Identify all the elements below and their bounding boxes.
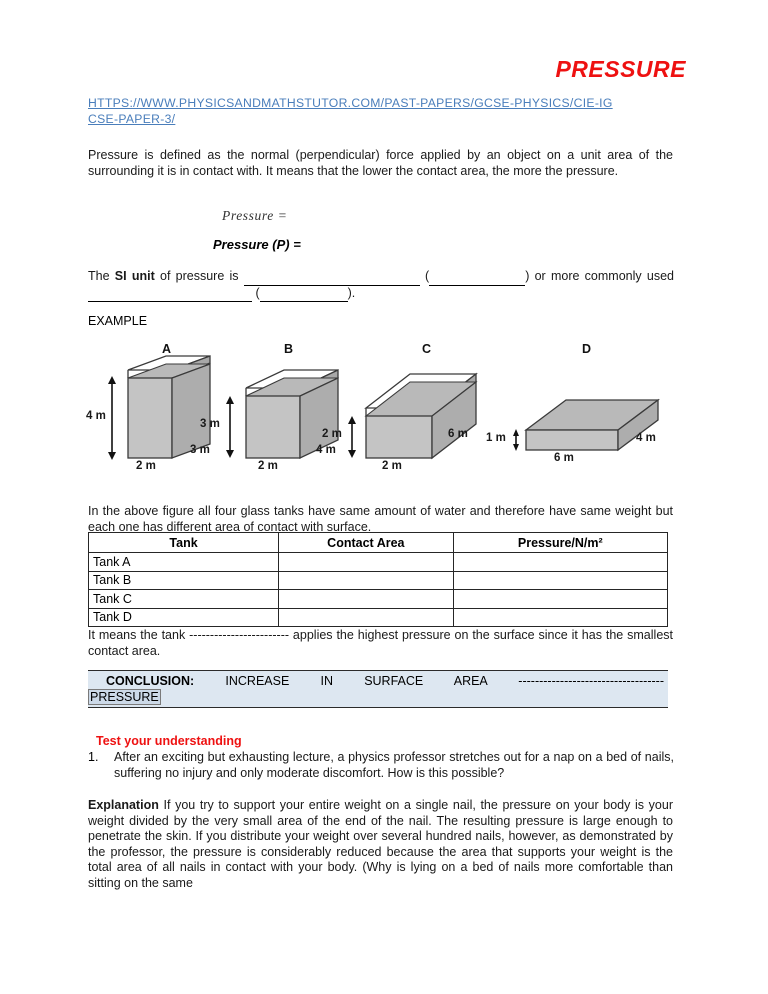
conclusion-box bbox=[88, 670, 668, 708]
table-row bbox=[89, 571, 668, 590]
cell-pressure[interactable] bbox=[453, 590, 667, 609]
source-url-link[interactable]: HTTPS://WWW.PHYSICSANDMATHSTUTOR.COM/PAST-PAPERS/GCSE-PHYSICS/CIE-IGCSE-PAPER-3/ bbox=[88, 96, 613, 126]
tank-letter-a: A bbox=[162, 342, 172, 356]
cell-tank-name: Tank D bbox=[89, 608, 279, 627]
cell-contact-area[interactable] bbox=[279, 553, 454, 572]
tank-c-shape bbox=[348, 374, 476, 458]
tank-d-width-label: 6 m bbox=[554, 452, 574, 464]
si-mid2: ( bbox=[419, 269, 430, 283]
explanation-paragraph bbox=[88, 798, 673, 891]
tank-b-depth-label: 4 m bbox=[316, 444, 336, 456]
tank-c-height-label: 2 m bbox=[322, 428, 342, 440]
table-row bbox=[89, 608, 668, 627]
conclusion-line bbox=[88, 673, 668, 689]
intro-paragraph: Pressure is defined as the normal (perpendicular) force applied by an object on a unit area of the surrounding it is in contact with. It means that the lower the contact area, the more the pressure. bbox=[88, 148, 673, 178]
si-blank-2[interactable] bbox=[429, 269, 525, 286]
si-mid4: ( bbox=[252, 285, 260, 300]
si-blank-3[interactable] bbox=[88, 286, 252, 303]
cell-tank-name: Tank C bbox=[89, 590, 279, 609]
tank-d-depth-label: 4 m bbox=[636, 432, 656, 444]
cell-contact-area[interactable] bbox=[279, 571, 454, 590]
cell-pressure[interactable] bbox=[453, 571, 667, 590]
si-blank-1[interactable] bbox=[244, 269, 420, 286]
tank-c-width-label: 2 m bbox=[382, 460, 402, 472]
example-label: EXAMPLE bbox=[88, 314, 148, 328]
conclusion-label: CONCLUSION: bbox=[106, 674, 195, 688]
tanks-figure bbox=[88, 338, 678, 490]
conclusion-dashes: ----------------------------------- bbox=[518, 674, 664, 688]
column-header-tank: Tank bbox=[89, 533, 279, 553]
tank-b-height-label: 3 m bbox=[200, 418, 220, 430]
si-prefix: The bbox=[88, 269, 115, 283]
si-mid3: ) or more commonly used bbox=[525, 269, 674, 283]
si-bold-term: SI unit bbox=[114, 269, 155, 283]
cell-pressure[interactable] bbox=[453, 553, 667, 572]
table-row bbox=[89, 553, 668, 572]
tanks-table bbox=[88, 532, 668, 627]
tank-letter-d: D bbox=[582, 342, 592, 356]
column-header-pressure: Pressure/N/m² bbox=[453, 533, 667, 553]
cell-tank-name: Tank B bbox=[89, 571, 279, 590]
explanation-body: If you try to support your entire weight on a single nail, the pressure on your body is your weight divided by the very small area of the end of the nail. The resulting pressure is large enough to penetrate the skin. If you distribute your weight over several hundred nails, however, as demonstrated by the professor, the pressure is considerably reduced because the area that supports your weight is the total area of all nails in contact with your body. (Why is lying on a bed of nails more comfortable than sitting on the same bbox=[88, 798, 673, 890]
cell-pressure[interactable] bbox=[453, 608, 667, 627]
tank-a-width-label: 2 m bbox=[136, 460, 156, 472]
test-understanding-heading: Test your understanding bbox=[96, 734, 242, 748]
si-unit-paragraph bbox=[88, 269, 674, 302]
question-number: 1. bbox=[88, 750, 99, 764]
formula-serif-line: Pressure = bbox=[222, 208, 288, 223]
si-mid1: of pressure is bbox=[154, 269, 244, 283]
cell-contact-area[interactable] bbox=[279, 608, 454, 627]
si-suffix: ). bbox=[347, 285, 356, 300]
formula-bold-line: Pressure (P) = bbox=[213, 237, 301, 252]
tank-c-depth-label: 6 m bbox=[448, 428, 468, 440]
cell-contact-area[interactable] bbox=[279, 590, 454, 609]
conclusion-text: INCREASE IN SURFACE AREA bbox=[225, 674, 488, 688]
tank-a-depth-label: 3 m bbox=[190, 444, 210, 456]
tank-a-height-label: 4 m bbox=[86, 410, 106, 422]
explanation-label: Explanation bbox=[88, 798, 159, 812]
tank-letter-b: B bbox=[284, 342, 294, 356]
cell-tank-name: Tank A bbox=[89, 553, 279, 572]
tank-d-height-label: 1 m bbox=[486, 432, 506, 444]
table-caption: In the above figure all four glass tanks have same amount of water and therefore have same weight but each one has different area of contact with surface. bbox=[88, 504, 673, 534]
table-row bbox=[89, 590, 668, 609]
question-text: After an exciting but exhausting lecture, a physics professor stretches out for a nap on a bed of nails, suffering no injury and only moderate discomfort. How is this possible? bbox=[114, 750, 674, 780]
page-title: PRESSURE bbox=[555, 56, 686, 82]
tank-b-width-label: 2 m bbox=[258, 460, 278, 472]
column-header-contact-area: Contact Area bbox=[279, 533, 454, 553]
table-header-row bbox=[89, 533, 668, 553]
conclusion-highlighted-word: PRESSURE bbox=[90, 690, 159, 704]
tank-letter-c: C bbox=[422, 342, 432, 356]
means-paragraph: It means the tank ------------------------ applies the highest pressure on the surface since it has the smallest contact area. bbox=[88, 628, 673, 658]
si-blank-4[interactable] bbox=[260, 286, 348, 303]
